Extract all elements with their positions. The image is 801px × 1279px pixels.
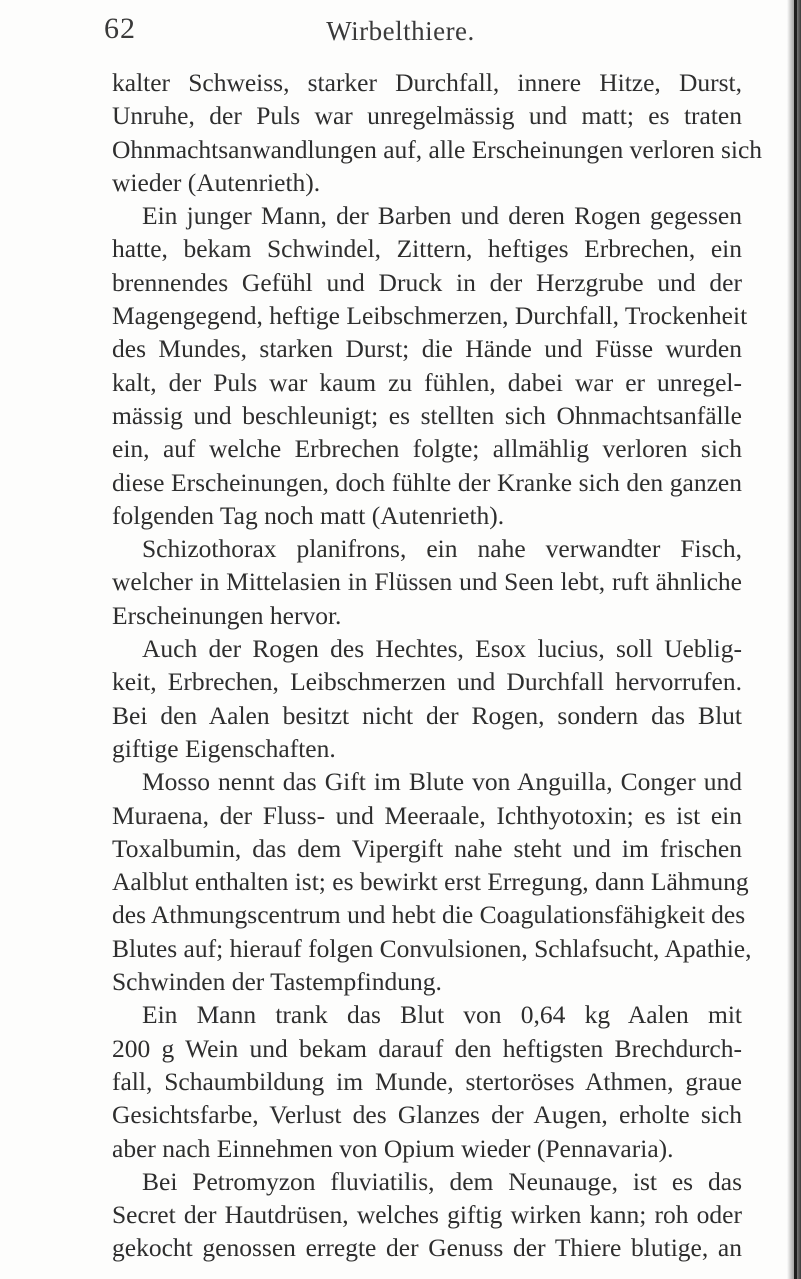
text-line: wieder (Autenrieth). <box>112 167 321 197</box>
text-line: 200 g Wein und bekam darauf den heftigsten Brechdurch- <box>112 1033 742 1063</box>
text-line: Auch der Rogen des Hechtes, Esox lucius, soll Ueblig- <box>142 634 742 664</box>
text-line: Bei den Aalen besitzt nicht der Rogen, sondern das Blut <box>112 700 742 730</box>
text-line: gekocht genossen erregte der Genuss der Thiere blutige, an <box>112 1233 742 1263</box>
text-line: Gesichtsfarbe, Verlust des Glanzes der Augen, erholte sich <box>112 1100 742 1130</box>
text-line: ein, auf welche Erbrechen folgte; allmählig verloren sich <box>112 434 742 464</box>
text-line: Ein junger Mann, der Barben und deren Rogen gegessen <box>142 201 742 231</box>
page-edge-line <box>794 0 797 1279</box>
text-line: giftige Eigenschaften. <box>112 733 336 763</box>
text-line: fall, Schaumbildung im Munde, stertoröses Athmen, graue <box>112 1066 742 1096</box>
text-line: des Athmungscentrum und hebt die Coagulationsfähigkeit des <box>112 900 746 930</box>
text-line: kalt, der Puls war kaum zu fühlen, dabei war er unregel- <box>112 367 742 397</box>
text-line: Aalblut enthalten ist; es bewirkt erst Erregung, dann Lähmung <box>112 867 749 897</box>
body-text <box>112 66 763 1265</box>
text-line: des Mundes, starken Durst; die Hände und Füsse wurden <box>112 334 742 364</box>
text-line: brennendes Gefühl und Druck in der Herzgrube und der <box>112 267 742 297</box>
text-line: hatte, bekam Schwindel, Zittern, heftiges Erbrechen, ein <box>112 234 742 264</box>
text-line: Erscheinungen hervor. <box>112 600 342 630</box>
text-line: Unruhe, der Puls war unregelmässig und matt; es traten <box>112 101 742 131</box>
text-line: mässig und beschleunigt; es stellten sich Ohnmachtsanfälle <box>112 400 742 430</box>
page-number: 62 <box>104 12 136 45</box>
text-line: Ohnmachtsanwandlungen auf, alle Erscheinungen verloren sich <box>112 134 763 164</box>
text-line: diese Erscheinungen, doch fühlte der Kranke sich den ganzen <box>112 467 742 497</box>
text-line: folgenden Tag noch matt (Autenrieth). <box>112 500 505 530</box>
text-line: Secret der Hautdrüsen, welches giftig wirken kann; roh oder <box>112 1200 742 1230</box>
text-line: Muraena, der Fluss- und Meeraale, Ichthyotoxin; es ist ein <box>112 800 742 830</box>
text-line: Blutes auf; hierauf folgen Convulsionen, Schlafsucht, Apathie, <box>112 933 752 963</box>
text-line: welcher in Mittelasien in Flüssen und Seen lebt, ruft ähnliche <box>112 567 742 597</box>
text-line: Mosso nennt das Gift im Blute von Anguilla, Conger und <box>142 767 742 797</box>
text-line: Toxalbumin, das dem Vipergift nahe steht und im frischen <box>112 833 742 863</box>
text-line: Ein Mann trank das Blut von 0,64 kg Aalen mit <box>142 1000 742 1030</box>
text-line: Magengegend, heftige Leibschmerzen, Durchfall, Trockenheit <box>112 301 748 331</box>
running-title: Wirbelthiere. <box>326 16 475 46</box>
text-line: aber nach Einnehmen von Opium wieder (Pennavaria). <box>112 1133 674 1163</box>
text-line: kalter Schweiss, starker Durchfall, innere Hitze, Durst, <box>112 68 742 97</box>
text-line: Schwinden der Tastempfindung. <box>112 967 442 997</box>
text-line: keit, Erbrechen, Leibschmerzen und Durchfall hervorrufen. <box>112 667 742 697</box>
text-line: Schizothorax planifrons, ein nahe verwandter Fisch, <box>142 534 742 564</box>
text-line: Bei Petromyzon fluviatilis, dem Neunauge, ist es das <box>142 1166 742 1196</box>
